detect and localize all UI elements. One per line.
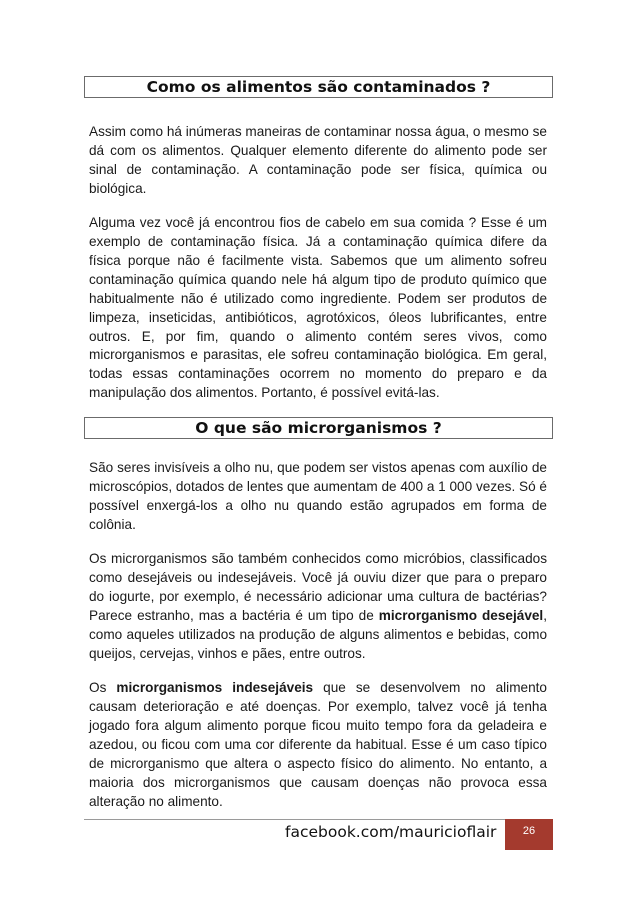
bold-term: microrganismo desejável — [378, 607, 544, 623]
page-number-badge — [505, 819, 553, 850]
paragraph: São seres invisíveis a olho nu, que podem ser vistos apenas com auxílio de microscópios, dotados de lentes que aumentam de 400 a 1 000 vezes. Só é possível enxergá-los a olho nu quando estão agrupados em forma de colônia. — [89, 460, 547, 532]
section-body-microorganisms — [89, 459, 547, 827]
paragraph: Assim como há inúmeras maneiras de contaminar nossa água, o mesmo se dá com os alimentos. Qualquer elemento diferente do alimento pode ser sinal de contaminação. A contaminação pode ser física, química ou biológica. — [89, 124, 547, 196]
paragraph — [89, 679, 547, 811]
section-title: O que são microrganismos ? — [195, 419, 442, 437]
footer-link[interactable]: facebook.com/mauricioflair — [285, 823, 497, 841]
section-heading-microorganisms — [84, 417, 553, 439]
section-body-contamination — [89, 123, 547, 419]
bold-term: microrganismos indesejáveis — [116, 680, 314, 696]
text-span: Os microrganismos são também conhecidos como micróbios, classificados como desejáveis ou indesejáveis. Você já ouviu dizer que para o preparo do iogurte, por exemplo, é necessário adicionar uma cultura de bactérias? Parece estranho, mas a bactéria é um tipo de — [89, 551, 547, 623]
paragraph: Alguma vez você já encontrou fios de cabelo em sua comida ? Esse é um exemplo de contaminação física. Já a contaminação química difere da física porque não é facilmente vista. Sabemos que um alimento sofreu contaminação química quando nele há algum tipo de produto químico que habitualmente não é utilizado como ingrediente. Podem ser produtos de limpeza, inseticidas, antibióticos, agrotóxicos, óleos lubrificantes, entre outros. E, por fim, quando o alimento contém seres vivos, como microrganismos e parasitas, ele sofreu contaminação biológica. Em geral, todas essas contaminações ocorrem no momento do preparo e da manipulação dos alimentos. Portanto, é possível evitá-las. — [89, 215, 547, 401]
section-title: Como os alimentos são contaminados ? — [146, 78, 491, 96]
footer-divider — [84, 819, 553, 820]
paragraph — [89, 550, 547, 663]
section-heading-contamination — [84, 76, 553, 98]
text-span: Os — [89, 680, 117, 696]
text-span: que se desenvolvem no alimento causam deterioração e até doenças. Por exemplo, talvez você já tenha jogado fora algum alimento porque ficou muito tempo fora da geladeira e azedou, ou ficou com uma cor diferente da habitual. Esse é um caso típico de microrganismo que altera o aspecto físico do alimento. No entanto, a maioria dos microrganismos que causam doenças não provoca essa alteração no alimento. — [89, 680, 547, 809]
text-span: , como aqueles utilizados na produção de alguns alimentos e bebidas, como queijos, cervejas, vinhos e pães, entre outros. — [89, 607, 547, 661]
page-number: 26 — [522, 825, 536, 837]
